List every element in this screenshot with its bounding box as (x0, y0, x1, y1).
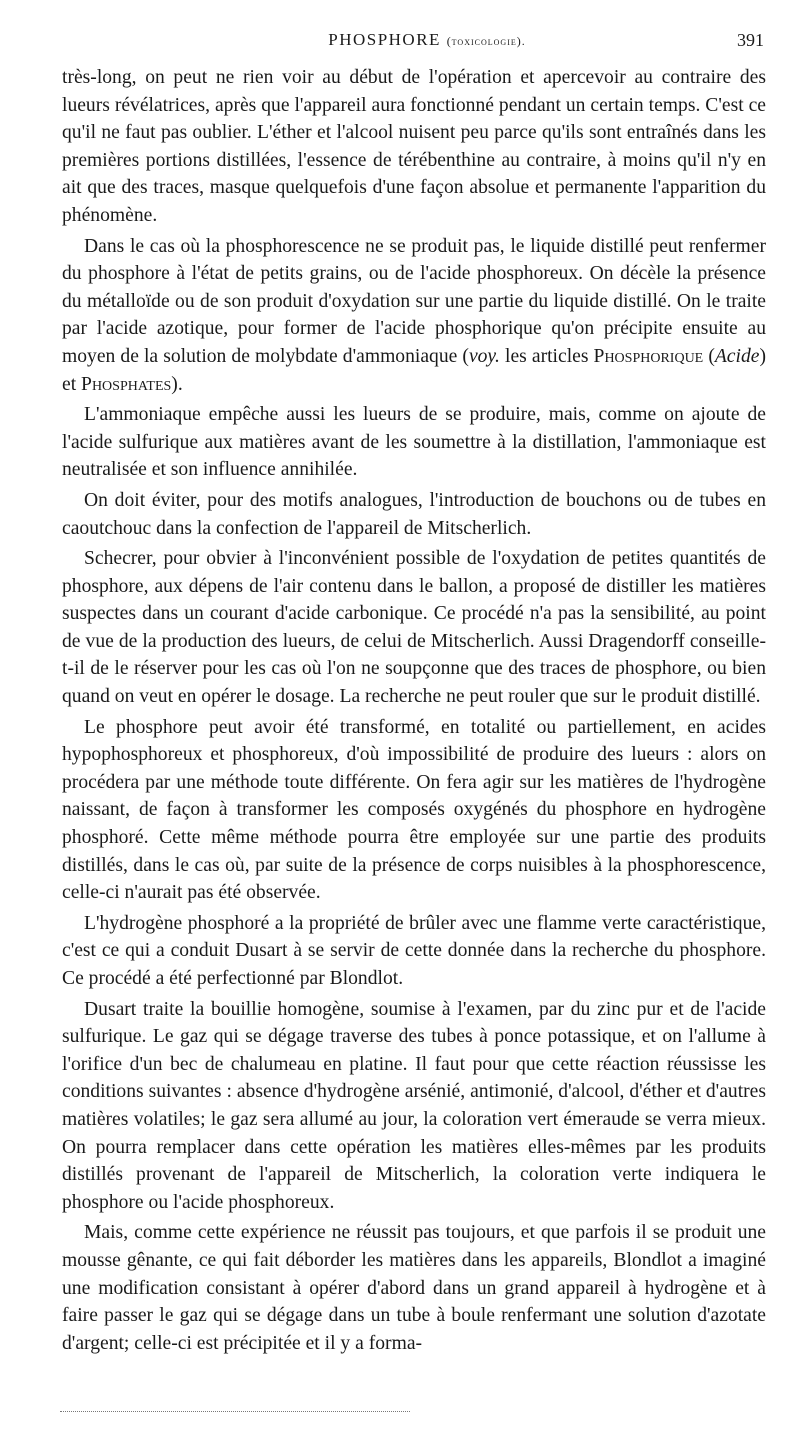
paragraph (62, 714, 766, 907)
page-number: 391 (737, 30, 764, 50)
italic-text: Acide (714, 345, 760, 367)
paragraph (62, 233, 766, 399)
paragraph (62, 401, 766, 484)
paragraph (62, 996, 766, 1217)
paragraph-text: les articles (499, 345, 594, 367)
paragraph-text: très-long, on peut ne rien voir au début de l'opération et apercevoir au contraire des lueurs révélatrices, après que l'appareil aura fonctionné pendant un certain temps. C'est ce qu'il ne faut pas oublier. L'éther et l'alcool nuisent peu parce qu'ils sont entraînés dans les premières portions distillées, l'essence de térébenthine au contraire, à moins qu'il n'y en ait que des traces, masque quelquefois d'une façon absolue et permanente l'apparition du phénomène. (62, 67, 766, 226)
paragraph-text: ). (171, 373, 183, 395)
paragraph-text: Le phosphore peut avoir été transformé, en totalité ou partiellement, en acides hypophosphoreux et phosphoreux, d'où impossibilité de produire des lueurs : alors on procédera par une méthode toute différente. On fera agir sur les matières de l'hydrogène naissant, de façon à transformer les composés oxygénés du phosphore en hydrogène phosphoré. Cette même méthode pourra être employée sur une partie des produits distillés, dans le cas où, par suite de la présence de corps nuisibles à la phosphorescence, celle-ci n'aurait pas été observée. (62, 716, 766, 904)
paragraph (62, 1219, 766, 1357)
paragraph-text: Dans le cas où la phosphorescence ne se produit pas, le liquide distillé peut renfermer du phosphore à l'état de petits grains, ou de l'acide phosphoreux. On décèle la présence du métalloïde ou de son produit d'oxydation sur une partie du liquide distillé. On le traite par l'acide azotique, pour former de l'acide phosphorique qu'on précipite ensuite au moyen de la solution de molybdate d'ammoniaque ( (62, 235, 766, 367)
italic-text: voy. (468, 345, 500, 367)
paragraph-text: ) et (62, 345, 766, 395)
smallcaps-text: Phosphates (81, 373, 172, 395)
paragraph (62, 910, 766, 993)
paragraph-text: Schecrer, pour obvier à l'inconvénient possible de l'oxydation de petites quantités de phosphore, aux dépens de l'air contenu dans le ballon, a proposé de distiller les matières suspectes dans un courant d'acide carbonique. Ce procédé n'a pas la sensibilité, au point de vue de la production des lueurs, de celui de Mitscherlich. Aussi Dragendorff conseille-t-il de le réserver pour les cas où l'on ne soupçonne que des traces de phosphore, ou bien quand on veut en opérer le dosage. La recherche ne peut rouler que sur le produit distillé. (62, 548, 766, 708)
running-header (62, 30, 766, 64)
body-text (62, 64, 766, 1357)
paragraph-text: On doit éviter, pour des motifs analogues, l'introduction de bouchons ou de tubes en caoutchouc dans la confection de l'appareil de Mitscherlich. (62, 489, 766, 539)
paragraph (62, 64, 766, 230)
header-subtitle: (toxicologie). (446, 34, 526, 48)
footer-dotted-rule (60, 1411, 410, 1412)
smallcaps-text: Phosphorique (593, 345, 704, 367)
paragraph-text: L'ammoniaque empêche aussi les lueurs de se produire, mais, comme on ajoute de l'acide sulfurique aux matières avant de les soumettre à la distillation, l'ammoniaque est neutralisée et son influence annihilée. (62, 404, 766, 481)
header-title: PHOSPHORE (328, 30, 441, 49)
paragraph (62, 545, 766, 711)
paragraph-text: Mais, comme cette expérience ne réussit pas toujours, et que parfois il se produit une mousse gênante, ce qui fait déborder les matières dans les appareils, Blondlot a imaginé une modification consistant à opérer d'abord dans un grand appareil à hydrogène et à faire passer le gaz qui se dégage dans un tube à boule renfermant une solution d'azotate d'argent; celle-ci est précipitée et il y a forma- (62, 1222, 766, 1354)
paragraph-text: ( (703, 345, 715, 367)
paragraph (62, 487, 766, 542)
running-title (328, 30, 526, 50)
paragraph-text: L'hydrogène phosphoré a la propriété de brûler avec une flamme verte caractéristique, c'est ce qui a conduit Dusart à se servir de cette donnée dans la recherche du phosphore. Ce procédé a été perfectionné par Blondlot. (62, 912, 766, 989)
paragraph-text: Dusart traite la bouillie homogène, soumise à l'examen, par du zinc pur et de l'acide sulfurique. Le gaz qui se dégage traverse des tubes à ponce potassique, et on l'allume à l'orifice d'un bec de chalumeau en platine. Il faut pour que cette réaction réussisse les conditions suivantes : absence d'hydrogène arsénié, antimonié, d'alcool, d'éther et d'autres matières volatiles; le gaz sera allumé au jour, la coloration vert émeraude se verra mieux. On pourra remplacer dans cette opération les matières elles-mêmes par les produits distillés provenant de l'appareil de Mitscherlich, la coloration verte indiquera le phosphore ou l'acide phosphoreux. (62, 998, 766, 1213)
